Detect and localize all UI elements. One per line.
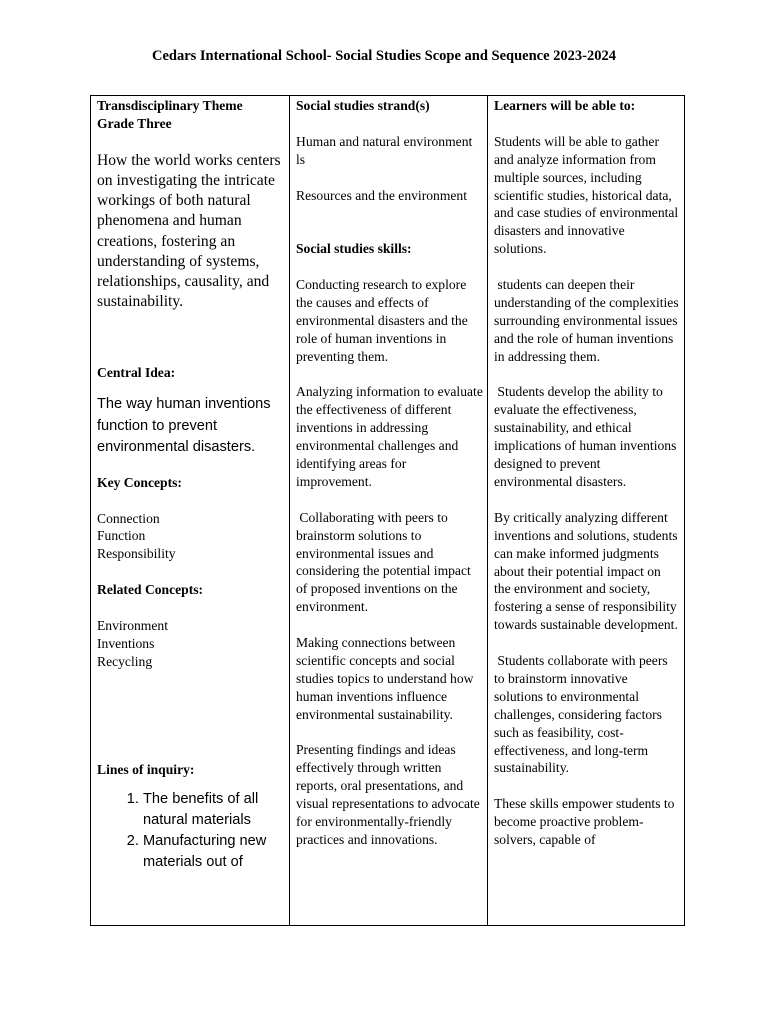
skill-paragraph: Analyzing information to evaluate the effectiveness of different inventions in addressing environmental challenges and identifying areas for improvement. <box>296 384 483 489</box>
key-concept-item: Connection <box>97 510 160 526</box>
central-idea-text: The way human inventions function to prevent environmental disasters. <box>97 396 271 456</box>
key-concepts-heading: Key Concepts: <box>97 474 182 490</box>
strands-column <box>289 96 487 925</box>
inquiry-item: 1. The benefits of all natural materials <box>143 789 285 831</box>
skills-heading: Social studies skills: <box>296 241 412 257</box>
theme-heading: Transdisciplinary Theme <box>97 98 243 113</box>
theme-description: How the world works centers on investigating the intricate workings of both natural phenomena and human creations, fostering an understanding of systems, relationships, causality, and sustainability. <box>97 151 281 311</box>
key-concept-item: Function <box>97 528 146 544</box>
learner-paragraph: Students develop the ability to evaluate the effectiveness, sustainability, and ethical implications of human inventions designed to prevent environmental disasters. <box>494 384 680 489</box>
theme-column <box>91 96 289 925</box>
strand-item: Resources and the environment <box>296 187 468 203</box>
document-title: Cedars International School- Social Studies Scope and Sequence 2023-2024 <box>151 48 617 64</box>
learners-heading: Learners will be able to: <box>494 98 636 113</box>
strand-item: Human and natural environment ls <box>296 133 473 167</box>
learner-paragraph: Students will be able to gather and analyze information from multiple sources, including scientific studies, historical data, and case studies of environmental disasters and innovative solutions. <box>494 133 679 257</box>
strands-heading: Social studies strand(s) <box>296 98 430 113</box>
related-concept-item: Inventions <box>97 635 155 651</box>
central-idea-heading: Central Idea: <box>97 365 176 381</box>
skill-paragraph: Making connections between scientific concepts and social studies topics to understand how human inventions influence environmental sustainability. <box>296 635 474 722</box>
lines-of-inquiry-list <box>97 789 285 873</box>
learner-paragraph: These skills empower students to become proactive problem-solvers, capable of <box>494 796 675 848</box>
grade-heading: Grade Three <box>97 115 172 131</box>
key-concept-item: Responsibility <box>97 546 176 562</box>
skill-paragraph: Collaborating with peers to brainstorm solutions to environmental issues and considering the potential impact of proposed inventions on the environment. <box>296 509 475 615</box>
related-concept-item: Recycling <box>97 653 153 669</box>
inquiry-item: 2. Manufacturing new materials out of <box>143 831 285 873</box>
skill-paragraph: Conducting research to explore the causes and effects of environmental disasters and the role of human inventions in preventing them. <box>296 276 468 364</box>
learner-paragraph: students can deepen their understanding of the complexities surrounding environmental issues and the role of human inventions in addressing them. <box>494 277 683 364</box>
learner-paragraph: Students collaborate with peers to brainstorm innovative solutions to environmental challenges, considering factors such as feasibility, cost-effectiveness, and long-term sustainability. <box>494 653 672 776</box>
learners-column <box>487 96 684 925</box>
skill-paragraph: Presenting findings and ideas effectively through written reports, oral presentations, and visual representations to advocate for environmentally-friendly practices and innovations. <box>296 742 480 848</box>
scope-sequence-table <box>90 95 685 926</box>
related-concepts-heading: Related Concepts: <box>97 582 204 598</box>
learner-paragraph: By critically analyzing different inventions and solutions, students can make informed judgments about their potential impact on the environment and society, fostering a sense of responsibility towards sustainable development. <box>494 509 678 633</box>
lines-of-inquiry-heading: Lines of inquiry: <box>97 761 195 777</box>
related-concept-item: Environment <box>97 617 168 633</box>
